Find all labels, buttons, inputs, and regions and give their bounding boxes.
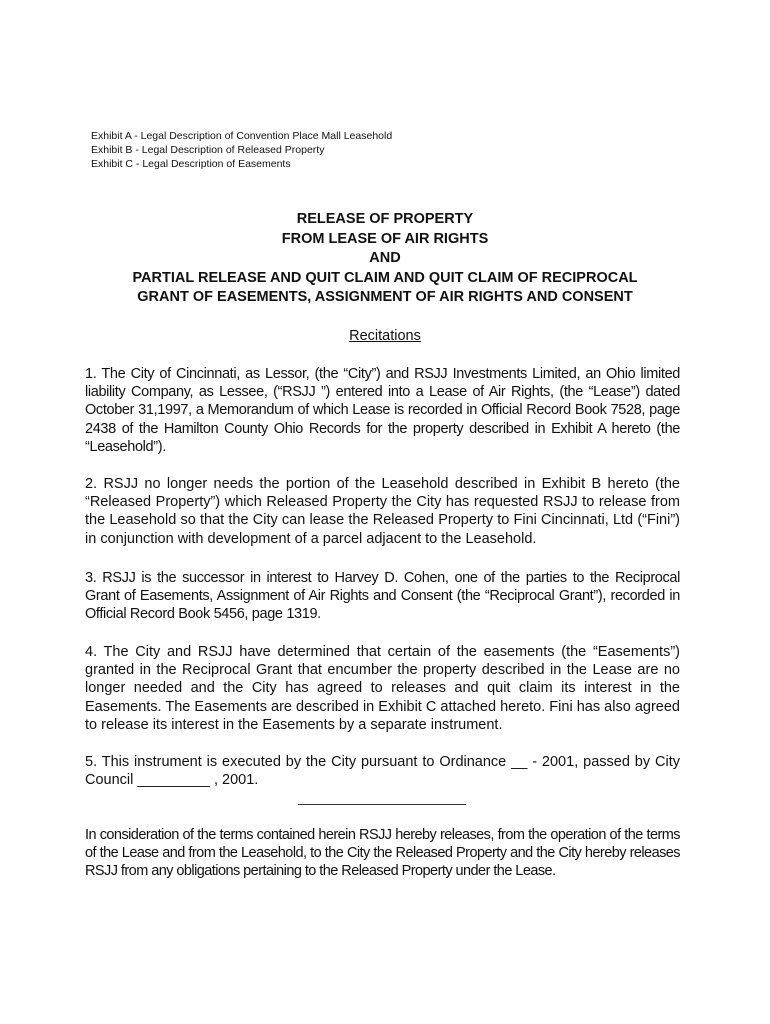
recitations-heading: Recitations — [349, 328, 421, 344]
recital-paragraph-1: 1. The City of Cincinnati, as Lessor, (the “City”) and RSJJ Investments Limited, an Ohio limited liability Company, as Lessee, (“RSJJ ”) entered into a Lease of Air Rights, (the “Lease”) dated October 31,1997, a Memorandum of which Lease is recorded in Official Record Book 7528, page 2438 of the Hamilton County Ohio Records for the property described in Exhibit A hereto (the “Leasehold”). — [85, 366, 680, 455]
consideration-paragraph: In consideration of the terms contained herein RSJJ hereby releases, from the operation of the terms of the Lease and from the Leasehold, to the City the Released Property and the City hereby releases RSJJ from any obligations pertaining to the Released Property under the Lease. — [85, 827, 680, 880]
title-line-5: GRANT OF EASEMENTS, ASSIGNMENT OF AIR RIGHTS AND CONSENT — [137, 289, 633, 305]
section-divider — [298, 804, 466, 805]
recital-paragraph-3: 3. RSJJ is the successor in interest to Harvey D. Cohen, one of the parties to the Reciprocal Grant of Easements, Assignment of Air Rights and Consent (the “Reciprocal Grant”), recorded in Official Record Book 5456, page 1319. — [85, 570, 680, 623]
recital-paragraph-2: 2. RSJJ no longer needs the portion of the Leasehold described in Exhibit B hereto (the “Released Property”) which Released Property the City has requested RSJJ to release from the Leasehold so that the City can lease the Released Property to Fini Cincinnati, Ltd (“Fini”) in conjunction with development of a parcel adjacent to the Leasehold. — [85, 476, 680, 547]
recital-paragraph-5: 5. This instrument is executed by the City pursuant to Ordinance __ - 2001, passed by City Council _________ , 2001. — [85, 754, 680, 789]
exhibit-list — [91, 129, 392, 171]
exhibit-c-line: Exhibit C - Legal Description of Easements — [91, 158, 291, 170]
exhibit-b-line: Exhibit B - Legal Description of Released Property — [91, 144, 325, 156]
title-line-1: RELEASE OF PROPERTY — [296, 211, 474, 227]
title-line-3: AND — [369, 250, 401, 266]
title-line-4: PARTIAL RELEASE AND QUIT CLAIM AND QUIT CLAIM OF RECIPROCAL — [132, 269, 638, 286]
recital-paragraph-4: 4. The City and RSJJ have determined that certain of the easements (the “Easements”) granted in the Reciprocal Grant that encumber the property described in the Lease are no longer needed and the City has agreed to releases and quit claim its interest in the Easements. The Easements are described in Exhibit C attached hereto. Fini has also agreed to release its interest in the Easements by a separate instrument. — [85, 644, 680, 733]
document-title — [60, 210, 710, 308]
title-line-2: FROM LEASE OF AIR RIGHTS — [281, 230, 489, 247]
exhibit-a-line: Exhibit A - Legal Description of Convention Place Mall Leasehold — [91, 130, 393, 142]
